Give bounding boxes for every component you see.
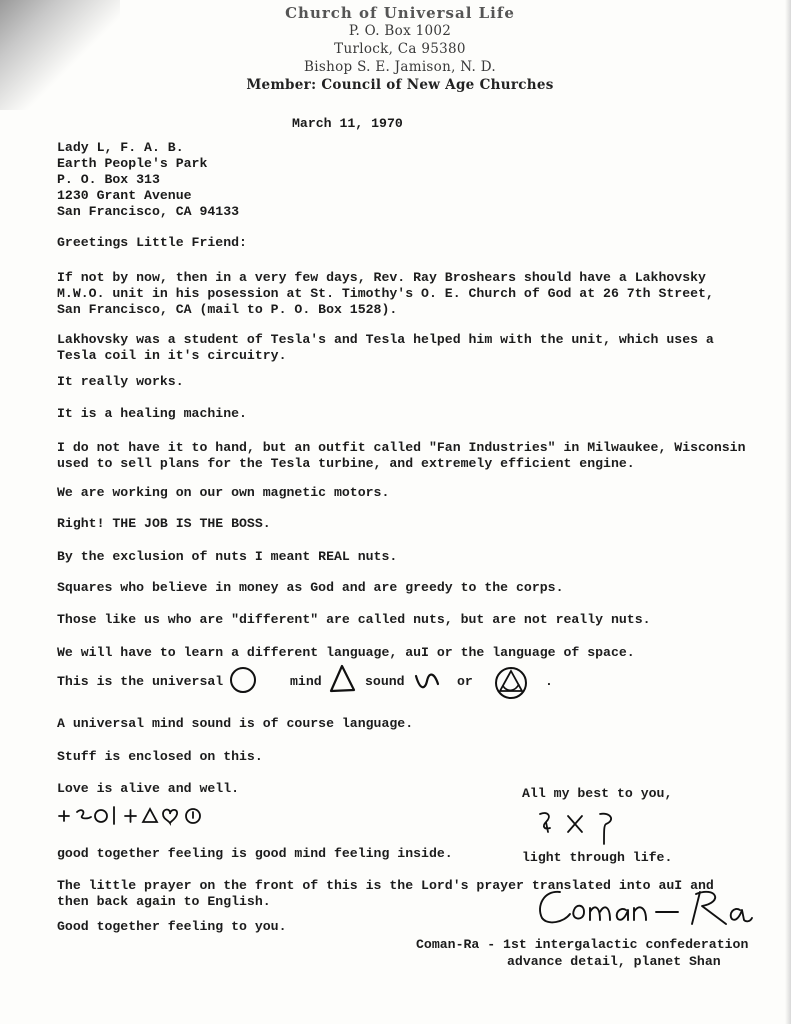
paragraph-9: Squares who believe in money as God and are greedy to the corps. (57, 580, 564, 595)
paragraph-5 (57, 440, 746, 472)
paragraph-line: If not by now, then in a very few days, Rev. Ray Broshears should have a Lakhovsky (57, 270, 706, 285)
scan-corner-shadow (0, 0, 120, 110)
letterhead (180, 4, 620, 94)
signature-icon (530, 884, 770, 934)
paragraph-10: Those like us who are "different" are called nuts, but are not really nuts. (57, 612, 651, 627)
closing-name: Coman-Ra - 1st intergalactic confederation (416, 937, 749, 952)
paragraph-line: Lakhovsky was a student of Tesla's and Tesla helped him with the unit, which uses a (57, 332, 714, 347)
letterhead-po-box: P. O. Box 1002 (348, 23, 452, 39)
mind-text: mind (290, 674, 322, 689)
triangle-symbol-icon (326, 662, 358, 694)
paragraph-line: used to sell plans for the Tesla turbine, and extremely efficient engine. (57, 456, 635, 471)
closing-best: All my best to you, (522, 786, 673, 801)
paragraph-8: By the exclusion of nuts I meant REAL nuts. (57, 549, 398, 564)
paragraph-line: then back again to English. (57, 894, 271, 909)
or-text: or (457, 674, 473, 689)
letterhead-member: Member: Council of New Age Churches (246, 77, 554, 93)
paragraph-7: Right! THE JOB IS THE BOSS. (57, 516, 271, 531)
wave-symbol-icon (414, 670, 440, 692)
handwritten-glyphs-icon (55, 800, 245, 830)
sound-text: sound (365, 674, 405, 689)
paragraph-2 (57, 332, 714, 364)
paragraph-line: I do not have it to hand, but an outfit called "Fan Industries" in Milwaukee, Wisconsin (57, 440, 746, 455)
paragraph-15: Love is alive and well. (57, 781, 240, 796)
circled-triangle-symbol-icon (493, 665, 529, 701)
letterhead-bishop: Bishop S. E. Jamison, N. D. (304, 59, 496, 75)
paragraph-line: The little prayer on the front of this is the Lord's prayer translated into auI and (57, 878, 714, 893)
recipient-address (57, 140, 239, 220)
paragraph-1 (57, 270, 714, 318)
letter-date: March 11, 1970 (292, 116, 403, 131)
paragraph-13: A universal mind sound is of course language. (57, 716, 414, 731)
paragraph-line: Tesla coil in it's circuitry. (57, 348, 287, 363)
letterhead-city: Turlock, Ca 95380 (334, 41, 466, 57)
paragraph-6: We are working on our own magnetic motors. (57, 485, 390, 500)
recipient-street: 1230 Grant Avenue (57, 188, 192, 203)
scan-edge-shadow (785, 0, 791, 1024)
closing-light: light through life. (522, 850, 673, 865)
paragraph-4: It is a healing machine. (57, 406, 247, 421)
letterhead-org: Church of Universal Life (285, 4, 515, 22)
recipient-name: Lady L, F. A. B. (57, 140, 184, 155)
closing-detail: advance detail, planet Shan (507, 954, 721, 969)
period-text: . (545, 674, 553, 689)
recipient-org: Earth People's Park (57, 156, 208, 171)
greeting: Greetings Little Friend: (57, 235, 247, 250)
paragraph-line: San Francisco, CA (mail to P. O. Box 1528). (57, 302, 398, 317)
paragraph-11: We will have to learn a different language, auI or the language of space. (57, 645, 635, 660)
paragraph-14: Stuff is enclosed on this. (57, 749, 263, 764)
recipient-po-box: P. O. Box 313 (57, 172, 160, 187)
paragraph-line: M.W.O. unit in his posession at St. Timothy's O. E. Church of God at 26 7th Street, (57, 286, 714, 301)
recipient-city: San Francisco, CA 94133 (57, 204, 240, 219)
paragraph-3: It really works. (57, 374, 184, 389)
universal-text: This is the universal (57, 674, 224, 689)
handwritten-initials-icon (534, 808, 634, 848)
circle-symbol-icon (228, 665, 258, 695)
paragraph-18: Good together feeling to you. (57, 919, 287, 934)
paragraph-16: good together feeling is good mind feeling inside. (57, 846, 453, 861)
